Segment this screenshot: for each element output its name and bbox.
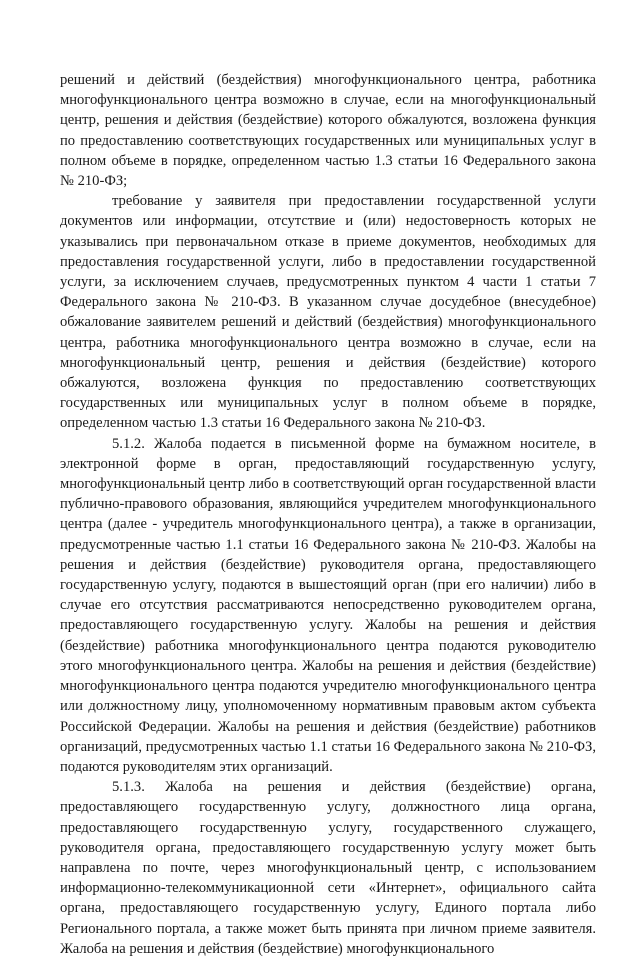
document-page	[60, 70, 596, 959]
paragraph-clause-5-1-3: 5.1.3. Жалоба на решения и действия (бездействие) органа, предоставляющего государственную услугу, должностного лица органа, предоставляющего государственную услугу, государственного служащего, руководителя органа, предоставляющего государственную услугу может быть направлена по почте, через многофункциональный центр, с использованием информационно-телекоммуникационной сети «Интернет», официального сайта органа, предоставляющего государственную услугу, Единого портала либо Регионального портала, а также может быть принята при личном приеме заявителя. Жалоба на решения и действия (бездействие) многофункционального	[60, 779, 596, 957]
paragraph-clause-5-1-2: 5.1.2. Жалоба подается в письменной форме на бумажном носителе, в электронной форме в орган, предоставляющий государственную услугу, многофункциональный центр либо в соответствующий орган государственной власти публично-правового образования, являющийся учредителем многофункционального центра (далее - учредитель многофункционального центра), а также в организации, предусмотренные частью 1.1 статьи 16 Федерального закона № 210-ФЗ. Жалобы на решения и действия (бездействие) руководителя органа, предоставляющего государственную услугу, подаются в вышестоящий орган (при его наличии) либо в случае его отсутствия рассматриваются непосредственно руководителем органа, предоставляющего государственную услугу. Жалобы на решения и действия (бездействие) работника многофункционального центра подаются руководителю этого многофункционального центра. Жалобы на решения и действия (бездействие) многофункционального центра подаются учредителю многофункционального центра или должностному лицу, уполномоченному нормативным правовым актом субъекта Российской Федерации. Жалобы на решения и действия (бездействие) работников организаций, предусмотренных частью 1.1 статьи 16 Федерального закона № 210-ФЗ, подаются руководителям этих организаций.	[60, 435, 596, 775]
paragraph-requirement: требование у заявителя при предоставлении государственной услуги документов или информации, отсутствие и (или) недостоверность которых не указывались при первоначальном отказе в приеме документов, необходимых для предоставления государственной услуги, либо в предоставлении государственной услуги, за исключением случаев, предусмотренных пунктом 4 части 1 статьи 7 Федерального закона № 210-ФЗ. В указанном случае досудебное (внесудебное) обжалование заявителем решений и действий (бездействия) многофункционального центра, работника многофункционального центра возможно в случае, если на многофункциональный центр, решения и действия (бездействие) которого обжалуются, возложена функция по предоставлению соответствующих государственных или муниципальных услуг в полном объеме в порядке, определенном частью 1.3 статьи 16 Федерального закона № 210-ФЗ.	[60, 193, 596, 432]
paragraph-continuation: решений и действий (бездействия) многофункционального центра, работника многофункционального центра возможно в случае, если на многофункциональный центр, решения и действия (бездействие) которого обжалуются, возложена функция по предоставлению соответствующих государственных или муниципальных услуг в полном объеме в порядке, определенном частью 1.3 статьи 16 Федерального закона № 210-ФЗ;	[60, 72, 596, 190]
